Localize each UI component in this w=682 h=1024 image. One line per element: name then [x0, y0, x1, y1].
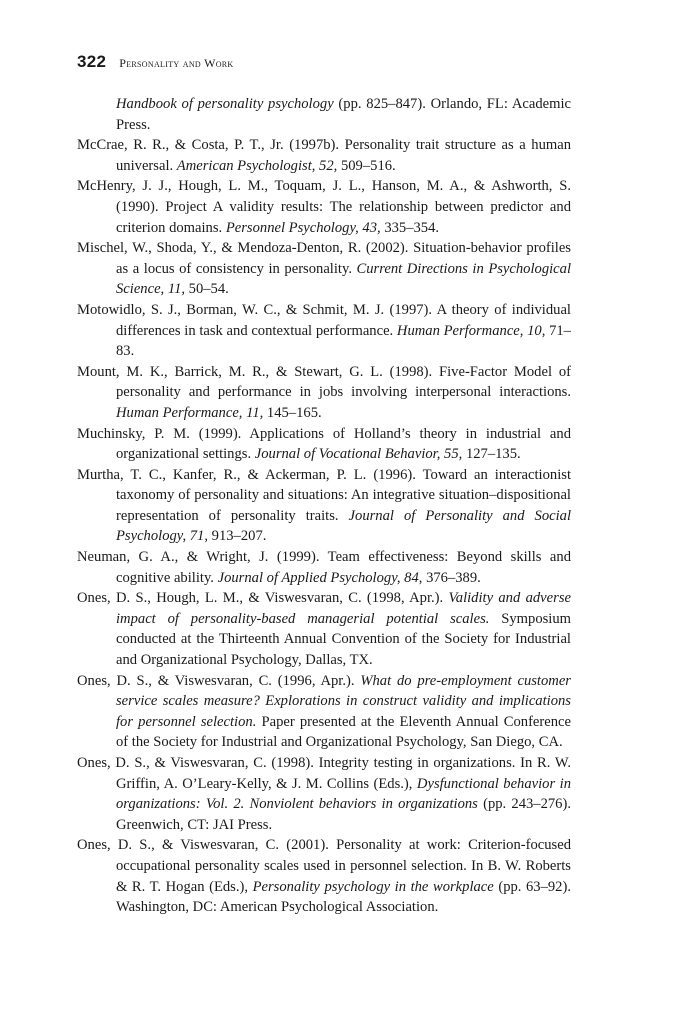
reference-title: Handbook of personality psychology	[116, 96, 334, 112]
reference-entry	[77, 238, 571, 300]
reference-text: 71–83.	[116, 322, 571, 360]
reference-title: Personality psychology in the workplace	[252, 878, 494, 895]
reference-entry	[77, 362, 571, 424]
reference-title: American Psychologist, 52,	[176, 157, 338, 174]
reference-title: Journal of Applied Psychology, 84,	[217, 569, 423, 586]
reference-text: (pp. 825–847). Orlando, FL: Academic Press.	[116, 96, 571, 133]
reference-text: 335–354.	[380, 219, 440, 236]
reference-title: Human Performance, 10,	[396, 322, 546, 339]
running-head	[77, 52, 577, 76]
reference-title: Personnel Psychology, 43,	[225, 219, 381, 236]
reference-text: 913–207.	[208, 528, 267, 545]
reference-entry	[77, 465, 571, 547]
reference-text: 509–516.	[337, 157, 396, 174]
page-number: 322	[77, 52, 107, 71]
reference-list	[77, 94, 571, 918]
reference-entry	[77, 424, 571, 465]
reference-entry	[77, 588, 571, 670]
reference-text: 376–389.	[422, 569, 481, 586]
reference-text: Mischel, W., Shoda, Y., & Mendoza-Denton, R. (2002). Situation-behavior profiles as a locus of consistency in personality.	[77, 240, 571, 277]
reference-title: Dysfunctional behavior in organizations: Vol. 2. Nonviolent behaviors in organizations	[116, 775, 571, 813]
reference-text: McCrae, R. R., & Costa, P. T., Jr. (1997b). Personality trait structure as a human universal.	[77, 137, 571, 174]
running-title: Personality and Work	[119, 56, 234, 70]
reference-entry	[77, 300, 571, 362]
reference-entry	[77, 671, 571, 753]
reference-title: What do pre-employment customer service scales measure? Explorations in construct validity and implications for personnel selection.	[116, 672, 571, 730]
reference-text: Ones, D. S., & Viswesvaran, C. (1998). Integrity testing in organizations. In R. W. Griffin, A. O’Leary-Kelly, & J. M. Collins (Eds.),	[77, 755, 571, 792]
reference-text: McHenry, J. J., Hough, L. M., Toquam, J. L., Hanson, M. A., & Ashworth, S. (1990). Project A validity results: The relationship between predictor and criterion domains.	[77, 178, 571, 236]
reference-entry	[77, 753, 571, 835]
reference-entry-continued	[77, 94, 571, 135]
reference-title: Validity and adverse impact of personality-based managerial potential scales.	[116, 590, 571, 627]
reference-text: Mount, M. K., Barrick, M. R., & Stewart, G. L. (1998). Five-Factor Model of personality and performance in jobs involving interpersonal interactions.	[77, 363, 571, 401]
reference-entry	[77, 135, 571, 176]
reference-text: Muchinsky, P. M. (1999). Applications of Holland’s theory in industrial and organizational settings.	[77, 425, 571, 463]
reference-title: Journal of Personality and Social Psychology, 71,	[116, 507, 571, 545]
reference-text: (pp. 243–276). Greenwich, CT: JAI Press.	[116, 796, 571, 833]
reference-entry	[77, 547, 571, 588]
reference-text: Ones, D. S., Hough, L. M., & Viswesvaran, C. (1998, Apr.).	[77, 590, 449, 607]
reference-text: Symposium conducted at the Thirteenth Annual Convention of the Society for Industrial and Organizational Psychology, Dallas, TX.	[116, 610, 572, 669]
reference-text: Motowidlo, S. J., Borman, W. C., & Schmit, M. J. (1997). A theory of individual differences in task and contextual performance.	[77, 301, 571, 339]
reference-title: Human Performance, 11,	[116, 404, 264, 421]
reference-entry	[77, 176, 571, 238]
reference-text: 50–54.	[185, 281, 229, 298]
reference-title: Current Directions in Psychological Science, 11,	[116, 260, 571, 298]
reference-text: 127–135.	[462, 446, 521, 463]
reference-text: Neuman, G. A., & Wright, J. (1999). Team effectiveness: Beyond skills and cognitive ability.	[77, 549, 571, 586]
reference-text: (pp. 63–92). Washington, DC: American Psychological Association.	[116, 878, 571, 916]
reference-text: 145–165.	[263, 404, 322, 421]
reference-text: Ones, D. S., & Viswesvaran, C. (1996, Apr.).	[77, 672, 361, 689]
reference-text: Murtha, T. C., Kanfer, R., & Ackerman, P. L. (1996). Toward an interactionist taxonomy of personality and situations: An integrative situation–dispositional representation of personality traits.	[77, 466, 571, 524]
reference-text: Paper presented at the Eleventh Annual Conference of the Society for Industrial and Organizational Psychology, San Diego, CA.	[116, 713, 572, 751]
reference-text: Ones, D. S., & Viswesvaran, C. (2001). Personality at work: Criterion-focused occupational personality scales used in personnel selection. In B. W. Roberts & R. T. Hogan (Eds.),	[77, 837, 571, 895]
reference-entry	[77, 835, 571, 917]
reference-title: Journal of Vocational Behavior, 55,	[254, 446, 463, 463]
